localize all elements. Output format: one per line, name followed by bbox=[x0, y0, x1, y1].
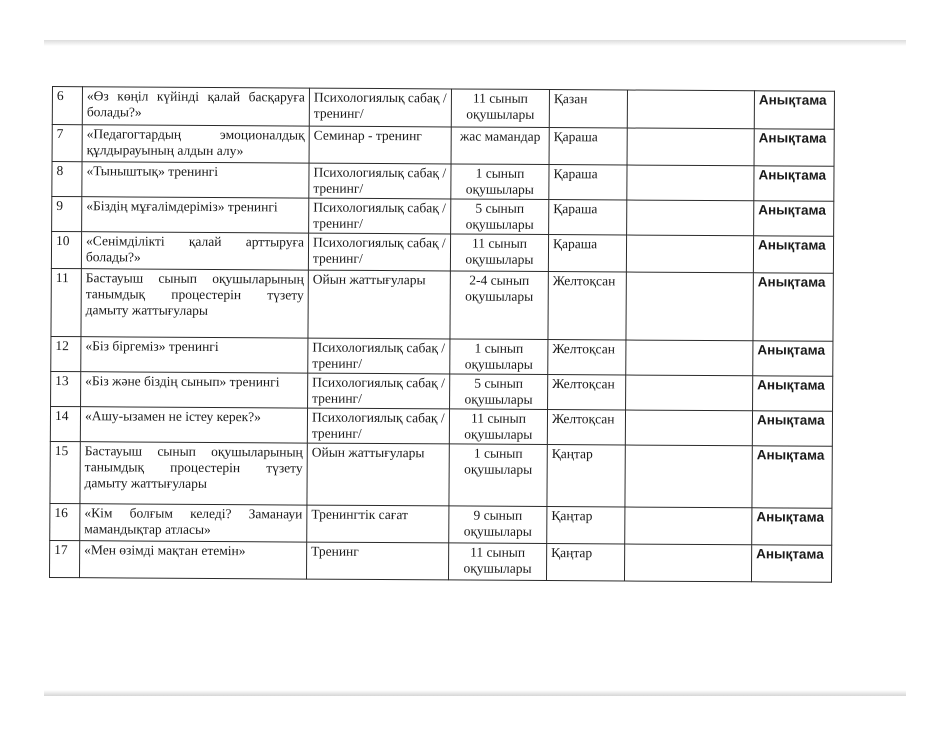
event-month: Желтоқсан bbox=[548, 272, 626, 340]
row-number: 12 bbox=[51, 336, 81, 371]
event-month: Қараша bbox=[549, 200, 627, 235]
table-row bbox=[51, 336, 833, 376]
event-note bbox=[627, 200, 754, 236]
event-month: Қазан bbox=[549, 90, 627, 128]
event-type: Психологиялық сабақ /тренинг/ bbox=[309, 88, 451, 127]
event-note bbox=[624, 544, 751, 582]
event-reference: Анықтама bbox=[754, 201, 834, 236]
row-number: 9 bbox=[52, 197, 82, 232]
table-row bbox=[50, 441, 832, 508]
event-note bbox=[625, 445, 752, 508]
event-title: Бастауыш сынып оқушыларының танымдық процестерін түзету дамыту жаттығулары bbox=[80, 442, 307, 505]
row-number: 17 bbox=[49, 540, 79, 577]
event-type: Ойын жаттығулары bbox=[307, 443, 449, 506]
event-title: «Кім болғым келеді? Заманауи мамандықтар атласы» bbox=[80, 504, 307, 542]
table-row bbox=[49, 540, 831, 582]
event-month: Қараша bbox=[548, 235, 626, 272]
table-row bbox=[52, 162, 834, 202]
event-note bbox=[626, 272, 753, 341]
event-audience: 11 сынып оқушылары bbox=[449, 409, 547, 445]
row-number: 16 bbox=[50, 503, 80, 540]
page-edge-bottom bbox=[44, 690, 906, 696]
event-note bbox=[626, 235, 753, 273]
event-audience: 11 сынып оқушылары bbox=[451, 89, 549, 128]
event-type: Психологиялық сабақ /тренинг/ bbox=[308, 233, 450, 271]
event-note bbox=[627, 165, 754, 201]
table-row bbox=[51, 268, 833, 341]
row-number: 7 bbox=[52, 125, 82, 162]
event-title: «Мен өзімді мақтан етемін» bbox=[79, 541, 306, 579]
event-audience: 11 сынып оқушылары bbox=[448, 543, 546, 581]
event-note bbox=[626, 340, 753, 376]
event-month: Қараша bbox=[549, 128, 627, 165]
event-title: «Өз көңіл күйінді қалай басқаруға болады?» bbox=[82, 87, 309, 126]
event-reference: Анықтама bbox=[752, 411, 832, 446]
row-number: 15 bbox=[50, 441, 80, 503]
event-type: Тренинг bbox=[306, 542, 448, 580]
event-type: Психологиялық сабақ /тренинг/ bbox=[307, 408, 449, 444]
event-title: Бастауыш сынып оқушыларының танымдық процестерін түзету дамыту жаттығулары bbox=[81, 269, 308, 338]
event-title: «Біздің мұғалімдеріміз» тренингі bbox=[82, 197, 309, 233]
event-type: Ойын жаттығулары bbox=[308, 270, 450, 339]
event-reference: Анықтама bbox=[753, 376, 833, 411]
event-type: Тренингтік сағат bbox=[307, 505, 449, 543]
event-reference: Анықтама bbox=[753, 341, 833, 376]
event-month: Қаңтар bbox=[547, 445, 625, 507]
event-type: Семинар - тренинг bbox=[309, 126, 451, 164]
row-number: 11 bbox=[51, 268, 81, 336]
event-note bbox=[627, 90, 754, 129]
event-note bbox=[625, 507, 752, 545]
event-audience: 2-4 сынып оқушылары bbox=[450, 271, 548, 340]
row-number: 6 bbox=[52, 87, 82, 125]
event-title: «Біз және біздің сынып» тренингі bbox=[81, 372, 308, 408]
event-month: Желтоқсан bbox=[548, 375, 626, 410]
event-type: Психологиялық сабақ /тренинг/ bbox=[308, 338, 450, 374]
table-row bbox=[51, 232, 833, 274]
event-reference: Анықтама bbox=[754, 166, 834, 201]
event-month: Желтоқсан bbox=[547, 410, 625, 445]
event-month: Қараша bbox=[549, 165, 627, 200]
table-row bbox=[52, 197, 834, 237]
event-audience: жас мамандар bbox=[451, 127, 549, 165]
event-reference: Анықтама bbox=[752, 508, 832, 545]
table-row bbox=[52, 87, 834, 130]
event-audience: 1 сынып оқушылары bbox=[450, 339, 548, 375]
row-number: 14 bbox=[50, 406, 80, 441]
event-reference: Анықтама bbox=[753, 236, 833, 273]
event-title: «Ашу-ызамен не істеу керек?» bbox=[80, 407, 307, 443]
event-title: «Біз біргеміз» тренингі bbox=[81, 337, 308, 373]
event-audience: 5 сынып оқушылары bbox=[450, 374, 548, 410]
event-month: Қаңтар bbox=[547, 507, 625, 544]
event-reference: Анықтама bbox=[754, 129, 834, 166]
event-audience: 1 сынып оқушылары bbox=[449, 444, 547, 507]
row-number: 8 bbox=[52, 162, 82, 197]
event-type: Психологиялық сабақ /тренинг/ bbox=[309, 163, 451, 199]
event-audience: 1 сынып оқушылары bbox=[451, 164, 549, 200]
event-month: Желтоқсан bbox=[548, 340, 626, 375]
event-type: Психологиялық сабақ /тренинг/ bbox=[308, 373, 450, 409]
table-row bbox=[51, 371, 833, 411]
events-table bbox=[49, 86, 835, 583]
event-audience: 9 сынып оқушылары bbox=[449, 506, 547, 544]
event-type: Психологиялық сабақ /тренинг/ bbox=[309, 198, 451, 234]
event-month: Қаңтар bbox=[546, 544, 624, 581]
event-audience: 11 сынып оқушылары bbox=[450, 234, 548, 272]
event-note bbox=[627, 128, 754, 166]
row-number: 13 bbox=[51, 371, 81, 406]
event-audience: 5 сынып оқушылары bbox=[451, 199, 549, 235]
event-title: «Педагогтардың эмоционалдық құлдырауының алдын алу» bbox=[82, 125, 309, 163]
page-edge-top bbox=[44, 40, 906, 46]
event-note bbox=[625, 410, 752, 446]
event-title: «Сенімділікті қалай арттыруға болады?» bbox=[81, 232, 308, 270]
event-title: «Тыныштық» тренингі bbox=[82, 162, 309, 198]
event-note bbox=[626, 375, 753, 411]
event-reference: Анықтама bbox=[753, 273, 833, 341]
events-table-body bbox=[49, 87, 834, 583]
table-row bbox=[52, 125, 834, 167]
event-reference: Анықтама bbox=[754, 91, 834, 129]
table-row bbox=[50, 406, 832, 446]
row-number: 10 bbox=[51, 232, 81, 269]
event-reference: Анықтама bbox=[752, 446, 832, 508]
table-row bbox=[50, 503, 832, 545]
event-reference: Анықтама bbox=[751, 545, 831, 582]
